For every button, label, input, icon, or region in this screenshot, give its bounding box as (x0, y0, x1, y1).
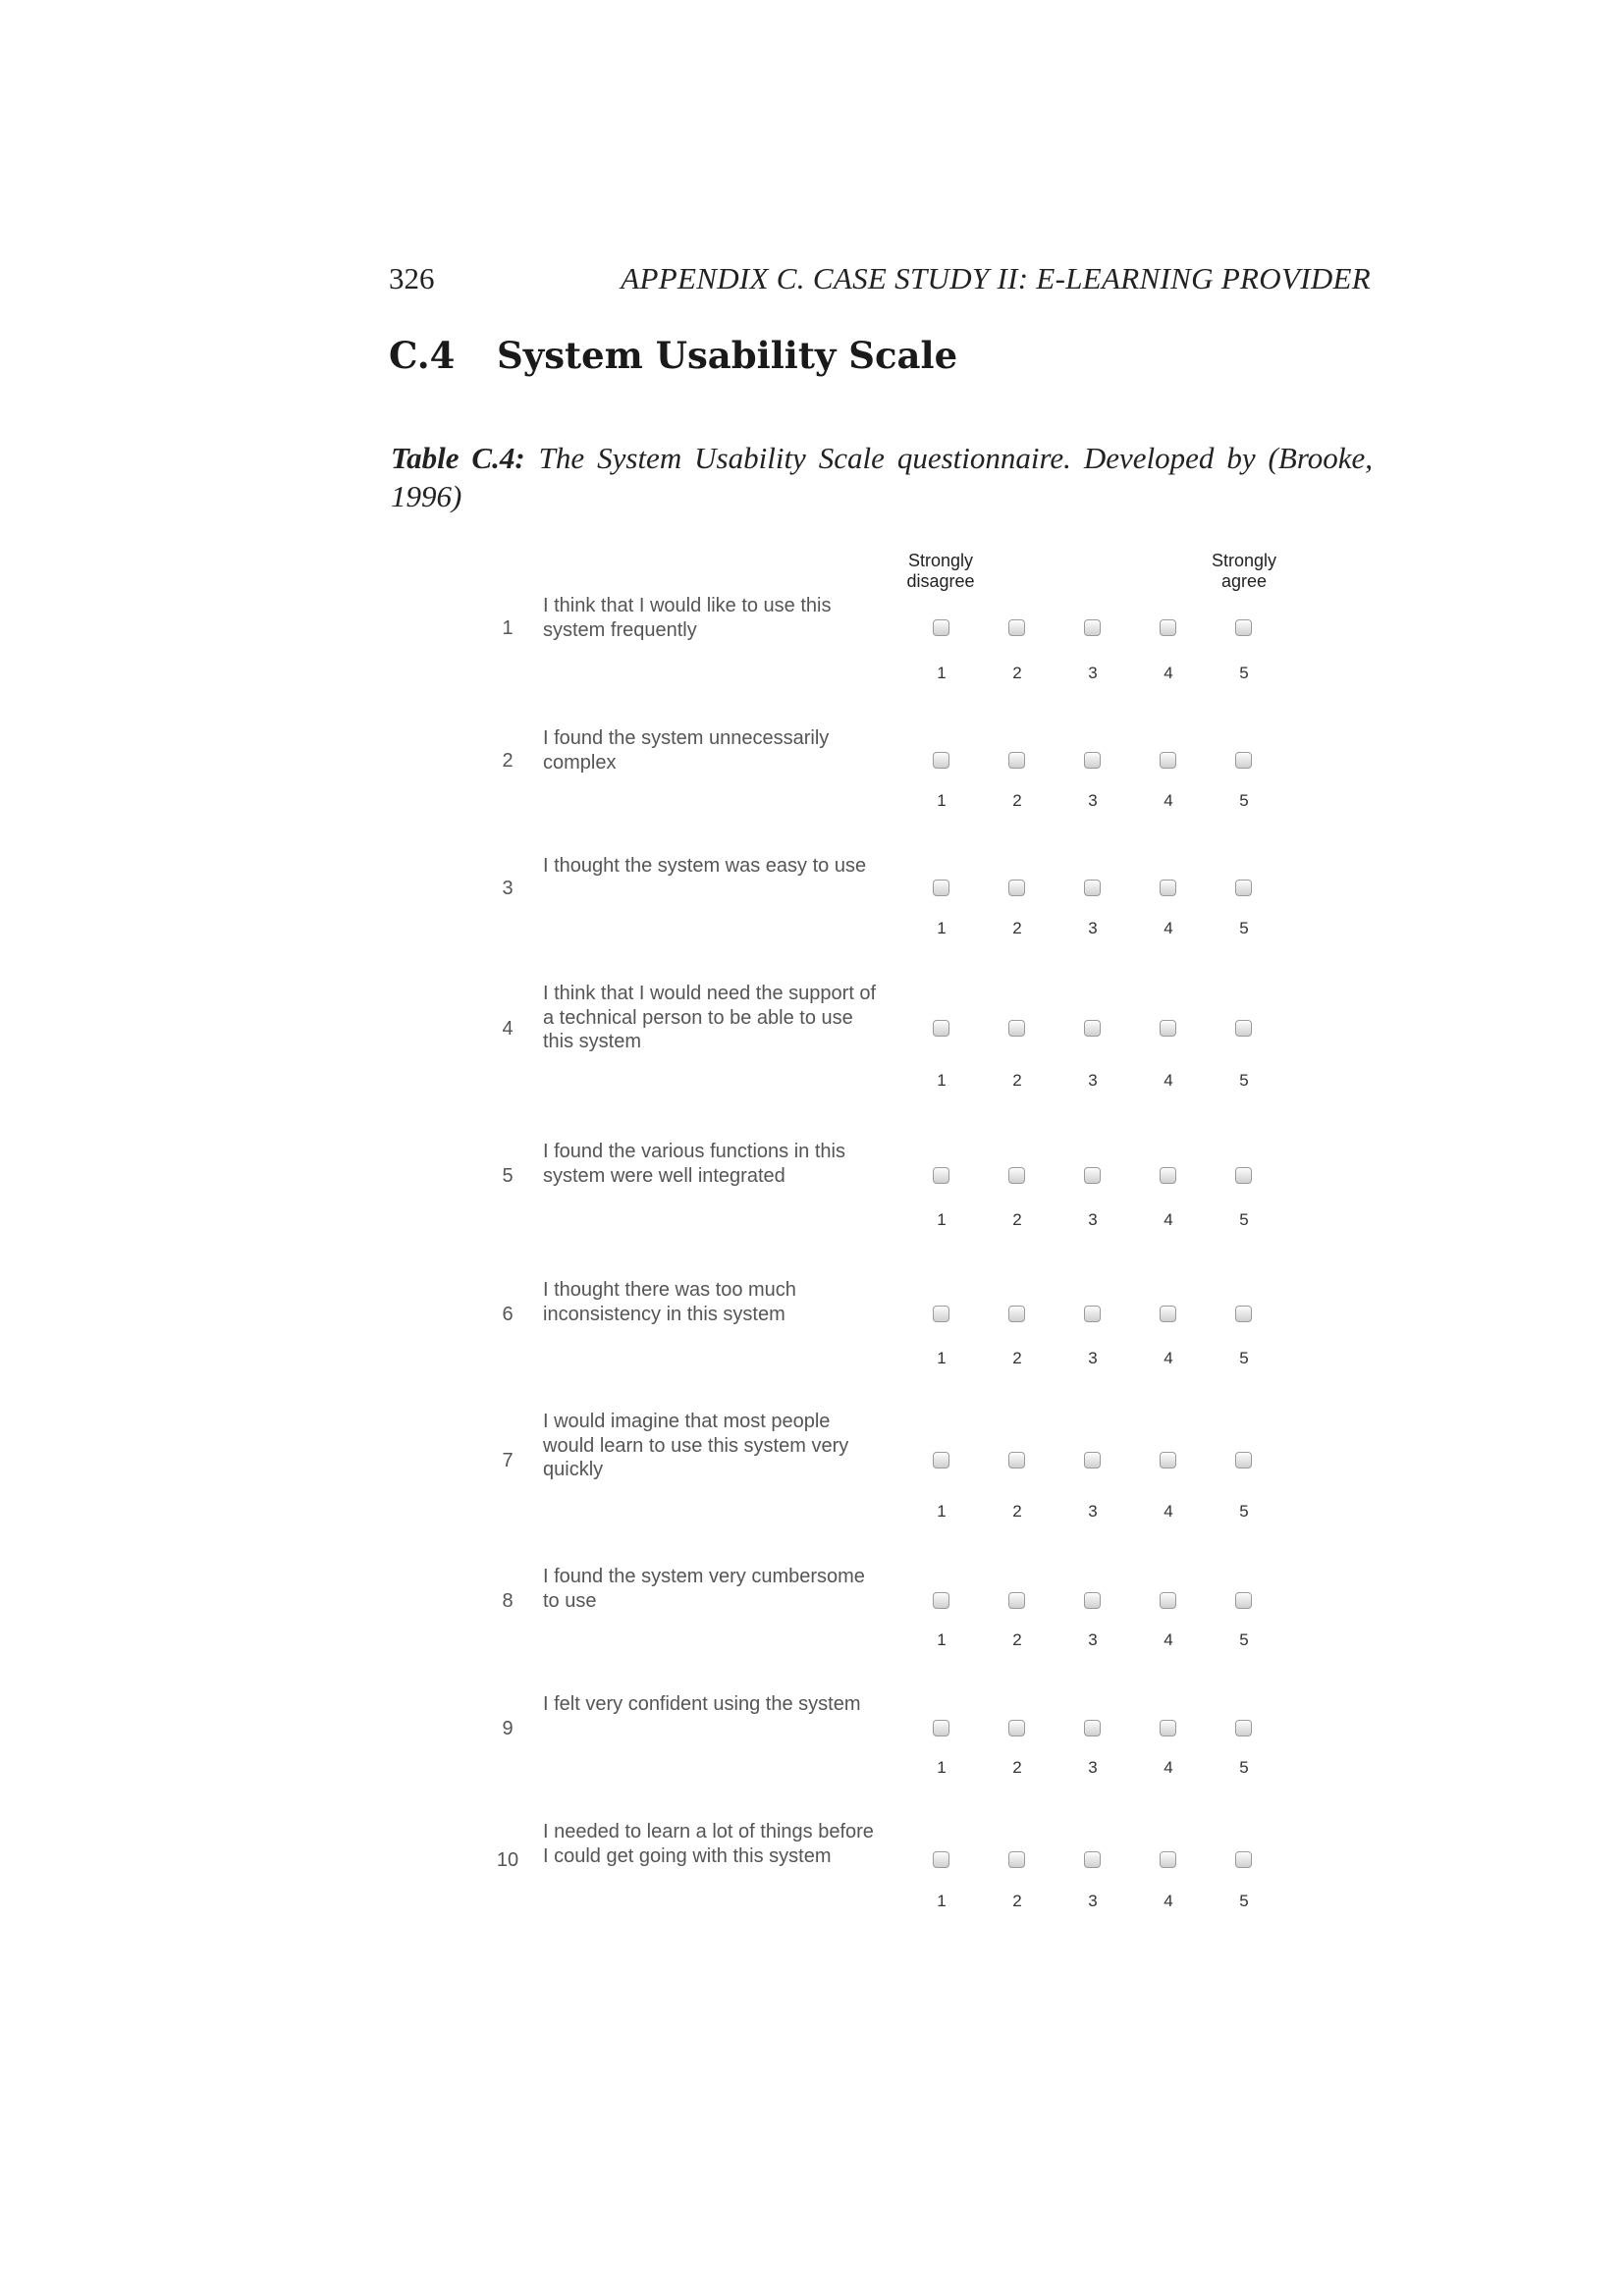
rating-checkbox[interactable] (1008, 1020, 1025, 1037)
rating-value-label: 4 (1164, 664, 1173, 682)
question-number: 6 (502, 1304, 514, 1325)
rating-checkbox[interactable] (933, 880, 949, 896)
rating-checkbox[interactable] (1084, 1452, 1101, 1468)
section-number: C.4 (389, 334, 456, 377)
rating-checkbox[interactable] (1235, 619, 1252, 636)
rating-value-label: 5 (1239, 1210, 1249, 1229)
rating-value-label: 4 (1164, 1349, 1173, 1367)
rating-value-label: 2 (1012, 1758, 1022, 1777)
rating-value-label: 2 (1012, 1210, 1022, 1229)
section-title: System Usability Scale (497, 334, 958, 377)
rating-checkbox[interactable] (1008, 1851, 1025, 1868)
rating-value-label: 5 (1239, 664, 1249, 682)
rating-checkbox[interactable] (933, 1020, 949, 1037)
rating-checkbox[interactable] (933, 1592, 949, 1609)
rating-checkbox[interactable] (933, 1720, 949, 1736)
rating-checkbox[interactable] (1160, 1452, 1176, 1468)
rating-checkbox[interactable] (1008, 752, 1025, 769)
rating-checkbox[interactable] (1160, 880, 1176, 896)
question-number: 2 (502, 750, 514, 772)
rating-checkbox[interactable] (1084, 1851, 1101, 1868)
rating-value-label: 2 (1012, 1502, 1022, 1521)
rating-checkbox[interactable] (1084, 1167, 1101, 1184)
rating-value-label: 1 (937, 1758, 947, 1777)
rating-value-label: 1 (937, 1071, 947, 1090)
scale-low-label-line1: Strongly (907, 551, 974, 570)
question-number: 4 (502, 1018, 514, 1040)
rating-value-label: 3 (1088, 1349, 1098, 1367)
rating-value-label: 4 (1164, 1502, 1173, 1521)
rating-value-label: 3 (1088, 791, 1098, 810)
rating-checkbox[interactable] (1235, 1720, 1252, 1736)
rating-checkbox[interactable] (1160, 1720, 1176, 1736)
rating-checkbox[interactable] (933, 1167, 949, 1184)
question-number: 3 (502, 878, 514, 899)
rating-checkbox[interactable] (1235, 1851, 1252, 1868)
rating-checkbox[interactable] (933, 1452, 949, 1468)
rating-value-label: 3 (1088, 1892, 1098, 1910)
rating-checkbox[interactable] (1160, 619, 1176, 636)
rating-checkbox[interactable] (1084, 880, 1101, 896)
rating-value-label: 4 (1164, 919, 1173, 937)
question-text: I would imagine that most people would learn to use this system very quickly (543, 1411, 849, 1480)
question-text: I felt very confident using the system (543, 1693, 861, 1715)
scale-high-label (1185, 551, 1303, 592)
question-number: 10 (496, 1849, 519, 1871)
rating-checkbox[interactable] (1235, 1020, 1252, 1037)
question-number: 7 (502, 1450, 514, 1471)
rating-checkbox[interactable] (1160, 1020, 1176, 1037)
rating-checkbox[interactable] (1160, 1592, 1176, 1609)
question-number: 1 (502, 617, 514, 639)
rating-value-label: 4 (1164, 1892, 1173, 1910)
rating-checkbox[interactable] (1008, 880, 1025, 896)
rating-value-label: 1 (937, 919, 947, 937)
question-number: 8 (502, 1590, 514, 1612)
rating-value-label: 3 (1088, 1071, 1098, 1090)
rating-value-label: 5 (1239, 1502, 1249, 1521)
rating-value-label: 4 (1164, 1210, 1173, 1229)
question-text: I think that I would need the support of a technical person to be able to use this system (543, 983, 877, 1052)
rating-checkbox[interactable] (1235, 1452, 1252, 1468)
rating-value-label: 5 (1239, 1071, 1249, 1090)
rating-value-label: 2 (1012, 1630, 1022, 1649)
rating-value-label: 1 (937, 1210, 947, 1229)
rating-checkbox[interactable] (1160, 1851, 1176, 1868)
rating-value-label: 5 (1239, 791, 1249, 810)
rating-checkbox[interactable] (933, 619, 949, 636)
rating-checkbox[interactable] (1008, 1592, 1025, 1609)
caption-text: The System Usability Scale questionnaire. Developed by (Brooke, 1996) (391, 441, 1374, 513)
rating-checkbox[interactable] (933, 1306, 949, 1322)
rating-checkbox[interactable] (1084, 752, 1101, 769)
question-text: I thought there was too much inconsistency in this system (543, 1279, 796, 1325)
rating-value-label: 3 (1088, 1502, 1098, 1521)
rating-checkbox[interactable] (1235, 1306, 1252, 1322)
rating-value-label: 1 (937, 1630, 947, 1649)
rating-checkbox[interactable] (1160, 752, 1176, 769)
rating-checkbox[interactable] (1008, 1167, 1025, 1184)
rating-value-label: 3 (1088, 1758, 1098, 1777)
rating-value-label: 2 (1012, 1071, 1022, 1090)
rating-value-label: 2 (1012, 1892, 1022, 1910)
rating-checkbox[interactable] (1084, 1592, 1101, 1609)
rating-value-label: 1 (937, 664, 947, 682)
scale-low-label (882, 551, 1000, 592)
rating-value-label: 1 (937, 1349, 947, 1367)
rating-checkbox[interactable] (1235, 880, 1252, 896)
rating-value-label: 2 (1012, 1349, 1022, 1367)
rating-checkbox[interactable] (1084, 1720, 1101, 1736)
rating-value-label: 4 (1164, 1071, 1173, 1090)
question-text: I think that I would like to use this system frequently (543, 595, 832, 641)
page-number: 326 (389, 261, 435, 295)
question-text: I thought the system was easy to use (543, 855, 867, 877)
question-number: 9 (502, 1718, 514, 1739)
rating-value-label: 4 (1164, 1758, 1173, 1777)
rating-value-label: 3 (1088, 1210, 1098, 1229)
rating-checkbox[interactable] (1235, 752, 1252, 769)
question-text: I found the system unnecessarily complex (543, 727, 830, 774)
question-number: 5 (502, 1165, 514, 1187)
section-heading (389, 334, 957, 377)
rating-value-label: 3 (1088, 919, 1098, 937)
question-text: I found the system very cumbersome to use (543, 1566, 865, 1612)
rating-value-label: 1 (937, 1502, 947, 1521)
rating-checkbox[interactable] (933, 752, 949, 769)
rating-value-label: 4 (1164, 791, 1173, 810)
rating-checkbox[interactable] (1084, 1020, 1101, 1037)
rating-checkbox[interactable] (1008, 1720, 1025, 1736)
rating-value-label: 4 (1164, 1630, 1173, 1649)
rating-checkbox[interactable] (1008, 1452, 1025, 1468)
running-header (389, 261, 1371, 300)
rating-checkbox[interactable] (1008, 1306, 1025, 1322)
rating-value-label: 1 (937, 791, 947, 810)
rating-checkbox[interactable] (1160, 1306, 1176, 1322)
rating-checkbox[interactable] (1008, 619, 1025, 636)
rating-value-label: 5 (1239, 1349, 1249, 1367)
scale-low-label-line2: disagree (906, 571, 975, 591)
rating-value-label: 2 (1012, 791, 1022, 810)
scale-high-label-line1: Strongly (1211, 551, 1277, 570)
rating-value-label: 2 (1012, 664, 1022, 682)
rating-value-label: 3 (1088, 1630, 1098, 1649)
rating-checkbox[interactable] (1084, 1306, 1101, 1322)
rating-value-label: 3 (1088, 664, 1098, 682)
rating-checkbox[interactable] (1235, 1167, 1252, 1184)
rating-value-label: 5 (1239, 919, 1249, 937)
rating-checkbox[interactable] (1235, 1592, 1252, 1609)
running-title: APPENDIX C. CASE STUDY II: E-LEARNING PROVIDER (621, 261, 1371, 295)
question-text: I needed to learn a lot of things before I could get going with this system (543, 1821, 874, 1867)
caption-label: Table C.4: (391, 441, 525, 475)
rating-value-label: 5 (1239, 1892, 1249, 1910)
rating-checkbox[interactable] (1084, 619, 1101, 636)
scale-high-label-line2: agree (1220, 571, 1268, 591)
rating-checkbox[interactable] (933, 1851, 949, 1868)
question-text: I found the various functions in this system were well integrated (543, 1141, 845, 1187)
rating-value-label: 5 (1239, 1630, 1249, 1649)
rating-value-label: 2 (1012, 919, 1022, 937)
table-caption (391, 439, 1373, 515)
rating-value-label: 5 (1239, 1758, 1249, 1777)
rating-value-label: 1 (937, 1892, 947, 1910)
rating-checkbox[interactable] (1160, 1167, 1176, 1184)
